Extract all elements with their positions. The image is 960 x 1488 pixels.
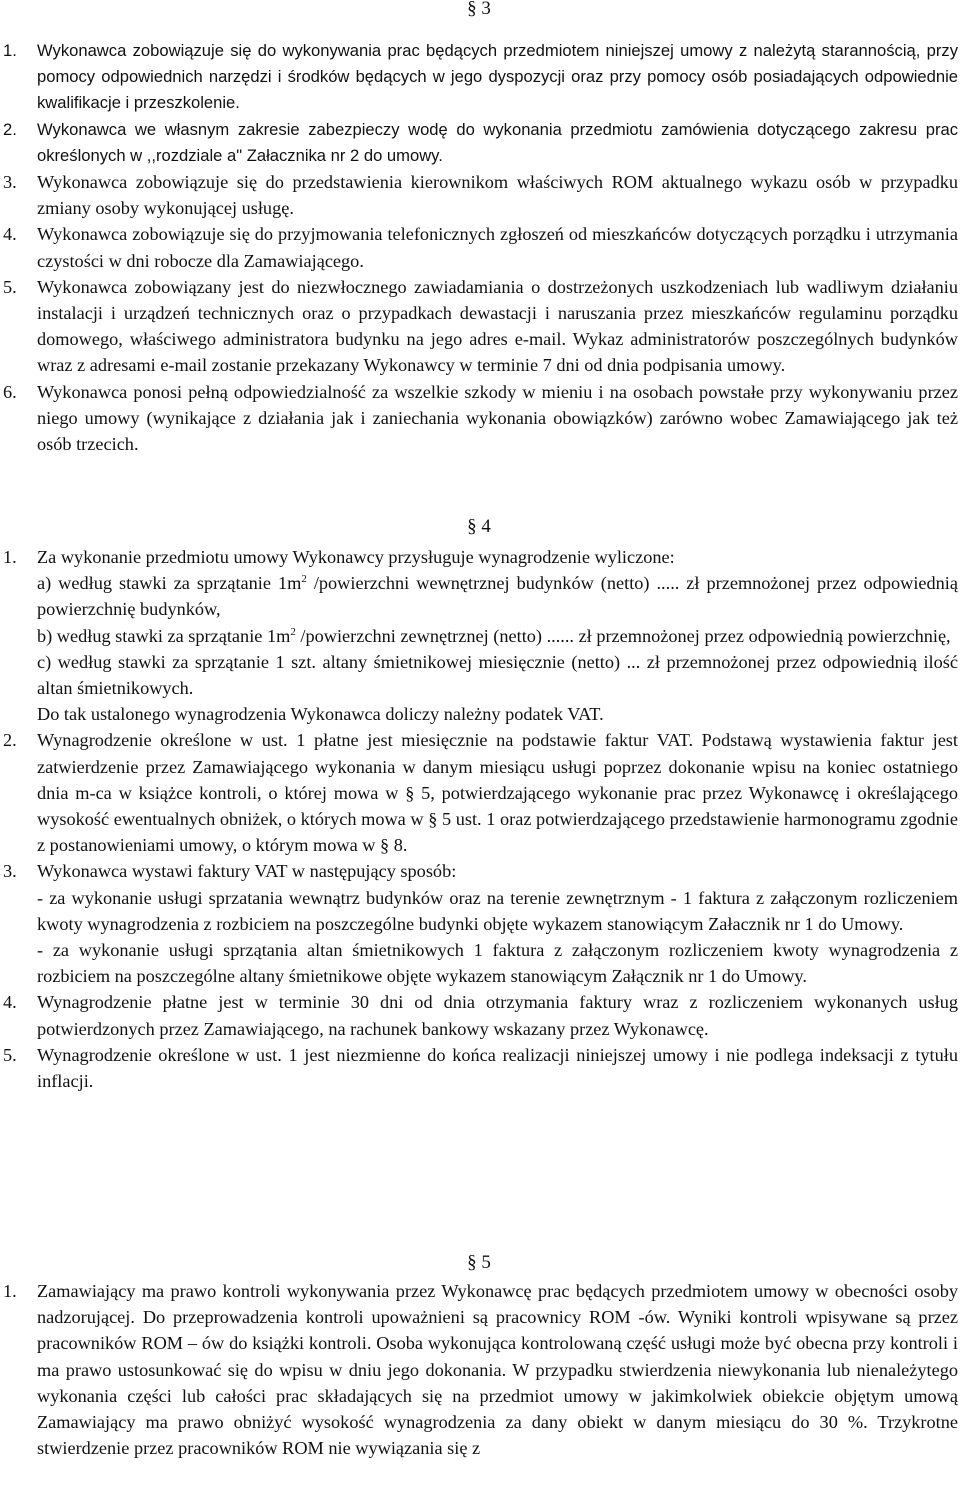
clause-text: Wynagrodzenie określone w ust. 1 jest niezmienne do końca realizacji niniejszej umowy i nie podlega indeksacji z tytułu inflacji. [37, 1044, 958, 1092]
invoice-dash-2: - za wykonanie usługi sprzątania altan śmietnikowych 1 faktura z załączonym rozliczeniem kwoty wynagrodzenia z rozbiciem na poszczególne altany śmietnikowe objęte wykazem stanowiącym Załącznik nr 1 do Umowy. [37, 940, 958, 987]
clause-intro: Wykonawca wystawi faktury VAT w następujący sposób: [37, 861, 457, 882]
clause-3-4 [0, 221, 958, 273]
vat-note: Do tak ustalonego wynagrodzenia Wykonawca doliczy należny podatek VAT. [37, 704, 604, 725]
clause-4-1 [0, 544, 958, 727]
rate-b [37, 623, 958, 649]
rate-a [37, 570, 958, 622]
rate-b-text-cont: /powierzchni zewnętrznej (netto) ...... zł przemnożonej przez odpowiednią powierzchnię, [295, 625, 951, 646]
rate-b-text: b) według stawki za sprzątanie 1m [37, 625, 291, 646]
clause-number: 2. [3, 730, 17, 751]
clause-number: 4. [3, 992, 17, 1013]
clause-intro: Za wykonanie przedmiotu umowy Wykonawcy przysługuje wynagrodzenie wyliczone: [37, 547, 675, 567]
clause-text: Wykonawca zobowiązuje się do wykonywania prac będących przedmiotem niniejszej umowy z należytą starannością, przy pomocy odpowiednich narzędzi i środków będących w jego dyspozycji oraz przy pomocy osób posiadających odpowiednie kwalifikacje i przeszkolenie. [37, 41, 958, 113]
clause-number: 5. [3, 1044, 17, 1065]
clause-number: 2. [3, 119, 17, 139]
clause-text: Zamawiający ma prawo kontroli wykonywania przez Wykonawcę prac będących przedmiotem umowy w obecności osoby nadzorującej. Do przeprowadzenia kontroli upoważnieni są pracownicy ROM -ów. Wyniki kontroli wpisywane są przez pracowników ROM – ów do książki kontroli. Osoba wykonująca kontrolowaną część usługi może być obecna przy kontroli i ma prawo ustosunkować się do wpisu w dniu jego dokonania. W przypadku stwierdzenia niewykonania lub nienależytego wykonania części lub całości prac składających się na przedmiot umowy w jakimkolwiek obiekcie objętym umową Zamawiający ma prawo obniżyć wysokość wynagrodzenia za dany obiekt w danym miesiącu do 30 %. Trzykrotne stwierdzenie przez pracowników ROM nie wywiązania się z [37, 1281, 958, 1459]
clause-text: Wynagrodzenie określone w ust. 1 płatne jest miesięcznie na podstawie faktur VAT. Podstawą wystawienia faktur jest zatwierdzenie przez Zamawiającego wykonania w danym miesiącu usługi poprzez dokonanie wpisu na koniec ostatniego dnia m-ca w książce kontroli, o której mowa w § 5, potwierdzającego wykonanie prac przez Wykonawcę i określającego wysokość ewentualnych obniżek, o których mowa w § 5 ust. 1 oraz potwierdzającego przedstawienie harmonogramu zgodnie z postanowieniami umowy, o którym mowa w § 8. [37, 730, 958, 856]
clause-4-3 [0, 858, 958, 989]
clause-3-1 [0, 38, 958, 117]
clause-text: Wykonawca zobowiązany jest do niezwłocznego zawiadamiania o dostrzeżonych uszkodzeniach lub wadliwym działaniu instalacji i urządzeń technicznych oraz o przypadkach dewastacji i naruszania przez mieszkańców regulaminu porządku domowego, właściwego administratora budynku na jego adres e-mail. Wykaz administratorów poszczególnych budynków wraz z adresami e-mail zostanie przekazany Wykonawcy w terminie 7 dni od dnia podpisania umowy. [37, 276, 958, 376]
clause-text: Wynagrodzenie płatne jest w terminie 30 dni od dnia otrzymania faktury wraz z rozliczeniem wykonanych usług potwierdzonych przez Zamawiającego, na rachunek bankowy wskazany przez Wykonawcę. [37, 992, 958, 1039]
clause-text: Wykonawca ponosi pełną odpowiedzialność za wszelkie szkody w mieniu i na osobach powstałe przy wykonywaniu przez niego umowy (wynikające z działania jak i zaniechania wykonania obowiązków) zarówno wobec Zamawiającego jak też osób trzecich. [37, 381, 958, 455]
section-heading: § 3 [467, 0, 491, 19]
clause-4-5 [0, 1042, 958, 1094]
clause-3-2 [0, 117, 958, 169]
invoice-dash-1: - za wykonanie usługi sprzatania wewnątrz budynków oraz na terenie zewnętrznym - 1 faktura z załączonym rozliczeniem kwoty wynagrodzenia z rozbiciem na poszczególne budynki objęte wykazem stanowiącym Załacznik nr 1 do Umowy. [37, 887, 958, 934]
clause-3-3 [0, 169, 958, 221]
clause-text: Wykonawca zobowiązuje się do przedstawienia kierownikom właściwych ROM aktualnego wykazu osób w przypadku zmiany osoby wykonującej usługę. [37, 172, 958, 219]
rate-a-text: a) według stawki za sprzątanie 1m [37, 573, 302, 594]
clause-text: Wykonawca we własnym zakresie zabezpieczy wodę do wykonania przedmiotu zamówienia dotyczącego zakresu prac określonych w ,,rozdziale a" Załacznika nr 2 do umowy. [37, 119, 958, 165]
clause-number: 4. [3, 224, 17, 245]
clause-number: 3. [3, 172, 17, 193]
clause-4-2 [0, 727, 958, 858]
section-5 [0, 1250, 960, 1461]
section-heading: § 4 [467, 516, 491, 537]
clause-text: Wykonawca zobowiązuje się do przyjmowania telefonicznych zgłoszeń od mieszkańców dotyczących porządku i utrzymania czystości w dni robocze dla Zamawiającego. [37, 224, 958, 271]
superscript: 2 [290, 625, 296, 638]
superscript: 2 [301, 573, 307, 586]
clause-4-4 [0, 989, 958, 1041]
clause-number: 1. [3, 41, 17, 60]
clause-number: 1. [3, 547, 17, 567]
rate-a-text-cont: /powierzchni wewnętrznej budynków (netto) ..... zł przemnożonej przez odpowiednią powierzchnię budynków, [37, 573, 958, 620]
clause-3-6 [0, 379, 958, 458]
section-3 [0, 0, 960, 457]
clause-5-1 [0, 1278, 958, 1461]
section-4 [0, 514, 960, 1094]
section-heading: § 5 [467, 1252, 491, 1273]
clause-number: 1. [3, 1281, 17, 1301]
rate-c: c) według stawki za sprzątanie 1 szt. altany śmietnikowej miesięcznie (netto) ... zł przemnożonej przez odpowiednią ilość altan śmietnikowych. [37, 651, 958, 699]
clause-number: 6. [3, 381, 17, 402]
clause-3-5 [0, 274, 958, 379]
clause-number: 3. [3, 861, 17, 882]
clause-number: 5. [3, 276, 17, 297]
